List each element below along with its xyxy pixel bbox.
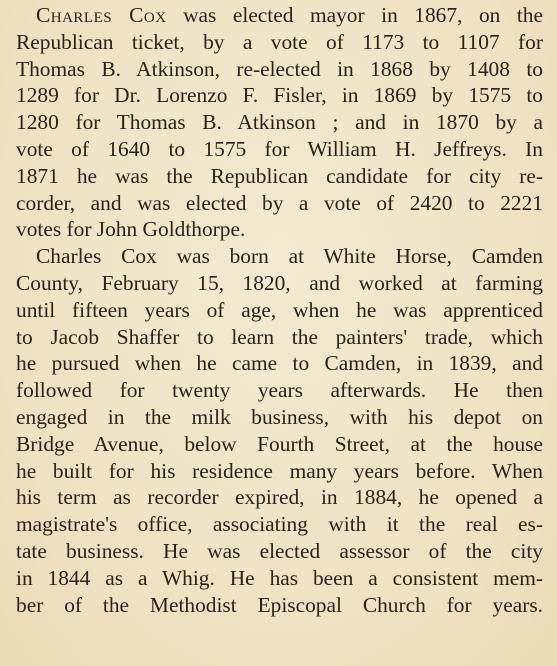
- paragraph-biography: [16, 243, 543, 618]
- text-line: followed for twenty years afterwards. He then: [16, 378, 543, 403]
- text-line: Bridge Avenue, below Fourth Street, at the house: [16, 431, 543, 456]
- text-line: Thomas B. Atkinson, re-elected in 1868 by 1408 to: [16, 56, 543, 81]
- text-line: to Jacob Shaffer to learn the painters' trade, which: [16, 324, 543, 349]
- text-line: [16, 2, 543, 29]
- paragraph-mayor-election: [16, 2, 543, 243]
- text-line: magistrate's office, associating with it the real es-: [16, 512, 543, 537]
- text-line-rest: was elected mayor in 1867, on the: [166, 3, 543, 27]
- text-line: tate business. He was elected assessor of the city: [16, 538, 543, 563]
- text-line: his term as recorder expired, in 1884, he opened a: [16, 485, 543, 510]
- text-line: ber of the Methodist Episcopal Church for years.: [16, 592, 543, 617]
- text-line: votes for John Goldthorpe.: [16, 217, 246, 242]
- text-line: corder, and was elected by a vote of 2420 to 2221: [16, 190, 543, 215]
- text-line: County, February 15, 1820, and worked at farming: [16, 270, 543, 295]
- text-line: 1871 he was the Republican candidate for city re-: [16, 163, 543, 188]
- text-line: in 1844 as a Whig. He has been a consistent mem-: [16, 565, 543, 590]
- text-line: 1280 for Thomas B. Atkinson ; and in 1870 by a: [16, 110, 543, 135]
- text-line: vote of 1640 to 1575 for William H. Jeffreys. In: [16, 136, 543, 161]
- text-line: 1289 for Dr. Lorenzo F. Fisler, in 1869 by 1575 to: [16, 83, 543, 108]
- text-line: engaged in the milk business, with his depot on: [16, 404, 543, 429]
- text-line: he built for his residence many years before. When: [16, 458, 543, 483]
- lead-name: Charles Cox: [36, 3, 167, 27]
- text-line: Republican ticket, by a vote of 1173 to 1107 for: [16, 29, 543, 54]
- text-line: until fifteen years of age, when he was apprenticed: [16, 297, 543, 322]
- text-line: Charles Cox was born at White Horse, Camden: [36, 244, 543, 269]
- text-line: he pursued when he came to Camden, in 1839, and: [16, 351, 543, 376]
